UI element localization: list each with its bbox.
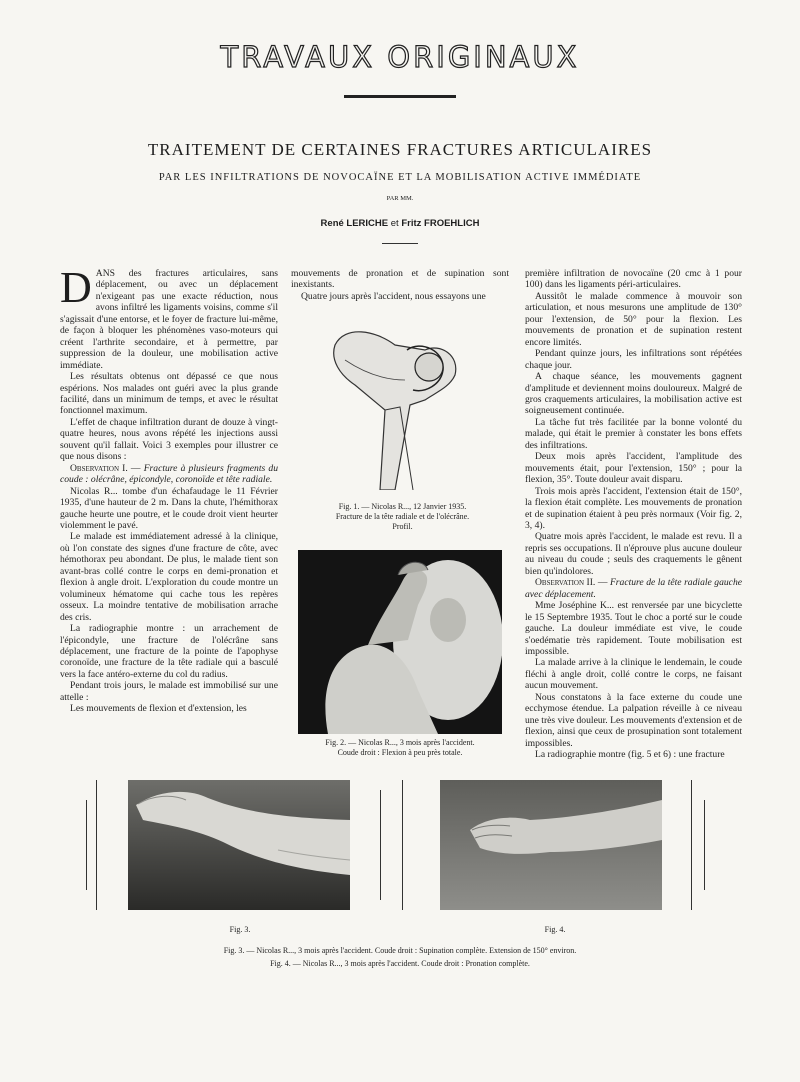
observation-2-heading: Observation II. — Fracture de la tête radiale gauche avec déplacement. (525, 577, 742, 600)
paragraph: Pendant trois jours, le malade est immobilisé sur une attelle : (60, 680, 278, 703)
paragraph: Les mouvements de flexion et d'extension, les (70, 703, 247, 715)
figure-3-label: Fig. 3. (229, 925, 251, 934)
paragraph: mouvements de pronation et de supination sont inexistants. (291, 268, 509, 291)
figure-2-arm-flexion (298, 550, 502, 734)
paragraph: Les résultats obtenus ont dépassé ce que nous espérions. Nos malades ont guéri avec la plus grande facilité, dans un minimum de temps, et avec le résultat fonctionnel maximum. (60, 371, 278, 417)
paragraph: L'effet de chaque infiltration durant de douze à vingt-quatre heures, nous avons répété les injections aussi souvent qu'il fallait. Voici 3 exemples pour illustrer ce que nous disons : (60, 416, 278, 463)
figure-3-photo (128, 780, 350, 910)
paragraph: Trois mois après l'accident, l'extension était de 150°, la flexion était complète. Les mouvements de pronation et de supination étaient à peu près normaux (Voir fig. 2, 3, 4). (525, 485, 742, 531)
article-subtitle: PAR LES INFILTRATIONS DE NOVOCAÏNE ET LA MOBILISATION ACTIVE IMMÉDIATE (158, 172, 642, 183)
author-froehlich: Fritz FROEHLICH (401, 218, 480, 229)
journal-section-title: TRAVAUX ORIGINAUX (220, 40, 580, 74)
margin-rule (380, 790, 381, 900)
paragraph: Quatre mois après l'accident, le malade est revu. Il a repris ses occupations. Il n'éprouve plus aucune douleur au niveau du coude ; seuls des craquements le gênent bien qu'indolores. (525, 531, 742, 577)
text-column-2 (291, 268, 509, 302)
figure-1-caption: Fig. 1. — Nicolas R..., 12 Janvier 1935. Fracture de la tête radiale et de l'olécrâne. Profil. (335, 502, 470, 531)
paragraph: La radiographie montre : un arrachement de l'épicondyle, une fracture de l'olécrâne sans déplacement, une fracture de la pointe de l'apophyse coronoïde, une fracture de la tête radiale qui a basculé vers la face antéro-externe du col du radius. (60, 623, 278, 680)
intro-paragraph: DANS des fractures articulaires, sans déplacement, ou avec un déplacement n'exigeant pas une exacte réduction, nous avons infiltré les ligaments voisins, comme s'il s'agissait d'une entorse, et le foyer de fracture lui-même, de façon à bloquer les phénomènes vaso-moteurs qui créent l'arthrite secondaire, et à permettre, par suppression de la douleur, une mobilisation active immédiate. (60, 263, 278, 371)
figure-2-caption: Fig. 2. — Nicolas R..., 3 mois après l'accident. Coude droit : Flexion à peu près totale. (325, 738, 475, 757)
paragraph: Mme Joséphine K... est renversée par une bicyclette le 15 Septembre 1935. Tout le choc a porté sur le coude gauche. La douleur immédiate est vive, le coude s'oedématie très rapidement. Toute mobilisation est impossible. (525, 600, 742, 657)
drop-cap: D (60, 263, 92, 312)
paragraph: La malade arrive à la clinique le lendemain, le coude fléchi à angle droit, collé contre le corps, ne faisant aucun mouvement. (525, 657, 742, 692)
observation-1-heading: Observation I. — Fracture à plusieurs fragments du coude : olécrâne, épicondyle, coronoïde et tête radiale. (60, 462, 278, 486)
author-divider (382, 243, 418, 244)
title-divider (344, 95, 456, 98)
figures-3-4-caption-line-2: Fig. 4. — Nicolas R..., 3 mois après l'accident. Coude droit : Pronation complète. (270, 959, 530, 968)
figure-2-photo (298, 550, 502, 734)
figure-4-arm-pronation (440, 780, 662, 910)
paragraph: Quatre jours après l'accident, nous essayons une (301, 290, 486, 302)
figures-3-4-caption-line-1: Fig. 3. — Nicolas R..., 3 mois après l'accident. Coude droit : Supination complète. Extension de 150° environ. (223, 946, 577, 955)
margin-rule (96, 780, 97, 910)
paragraph: A chaque séance, les mouvements gagnent d'amplitude et deviennent moins douloureux. Malgré de gros craquements articulaires, la mobilisation active est soigneusement continuée. (525, 371, 742, 417)
figure-3-arm-supination (128, 780, 350, 910)
paragraph: Nicolas R... tombe d'un échafaudage le 11 Février 1935, d'une hauteur de 2 m. Dans la chute, l'hémithorax gauche heurte une poutre, et le coude droit vient heurter violemment le pavé. (60, 485, 278, 531)
paragraph: La radiographie montre (fig. 5 et 6) : une fracture (535, 749, 725, 761)
authors-line (0, 218, 800, 229)
paragraph: Deux mois après l'accident, l'amplitude des mouvements était, pour l'extension, 150° ; pour la flexion, 35°. Toute douleur avait disparu. (525, 451, 742, 486)
paragraph: Nous constatons à la face externe du coude une ecchymose étendue. La palpation réveille à ce niveau une très vive douleur. Les mouvements d'extension et de flexion, ainsi que ceux de prosupination sont totalement impossibles. (525, 691, 742, 749)
authors-conjunction: et (390, 218, 399, 229)
par-mm-label: PAR MM. (386, 195, 414, 202)
margin-rule (691, 780, 692, 910)
margin-rule (402, 780, 403, 910)
paragraph: Aussitôt le malade commence à mouvoir son articulation, et nous mesurons une amplitude de 130° pour l'extension, de 50° pour la flexion. Les mouvements de pronation et de supination restent encore limités. (525, 290, 742, 348)
margin-rule (86, 800, 87, 890)
figure-4-photo (440, 780, 662, 910)
article-title: TRAITEMENT DE CERTAINES FRACTURES ARTICULAIRES (147, 140, 653, 159)
margin-rule (704, 800, 705, 890)
paragraph: Pendant quinze jours, les infiltrations sont répétées chaque jour. (525, 348, 742, 371)
paragraph: première infiltration de novocaïne (20 cmc à 1 pour 100) dans les ligaments péri-articulaires. (525, 268, 742, 291)
text-column-3 (525, 268, 742, 760)
paragraph: La tâche fut très facilitée par la bonne volonté du malade, qui était le premier à constater les bons effets des infiltrations. (525, 416, 742, 451)
text-column-1 (60, 263, 278, 715)
paragraph: Le malade est immédiatement adressé à la clinique, où l'on constate des signes d'une fracture de côte, avec hémothorax peu abondant. De plus, le malade tient son avant-bras collé contre le corps en demi-pronation et flexion à angle droit. L'exploration du coude montre un volumineux hématome qui cache tous les repères osseux. La moindre tentative de mobilisation arrache des cris. (60, 531, 278, 623)
figure-1-elbow-drawing (325, 315, 475, 490)
figure-4-label: Fig. 4. (544, 925, 566, 934)
author-leriche: René LERICHE (320, 218, 389, 229)
